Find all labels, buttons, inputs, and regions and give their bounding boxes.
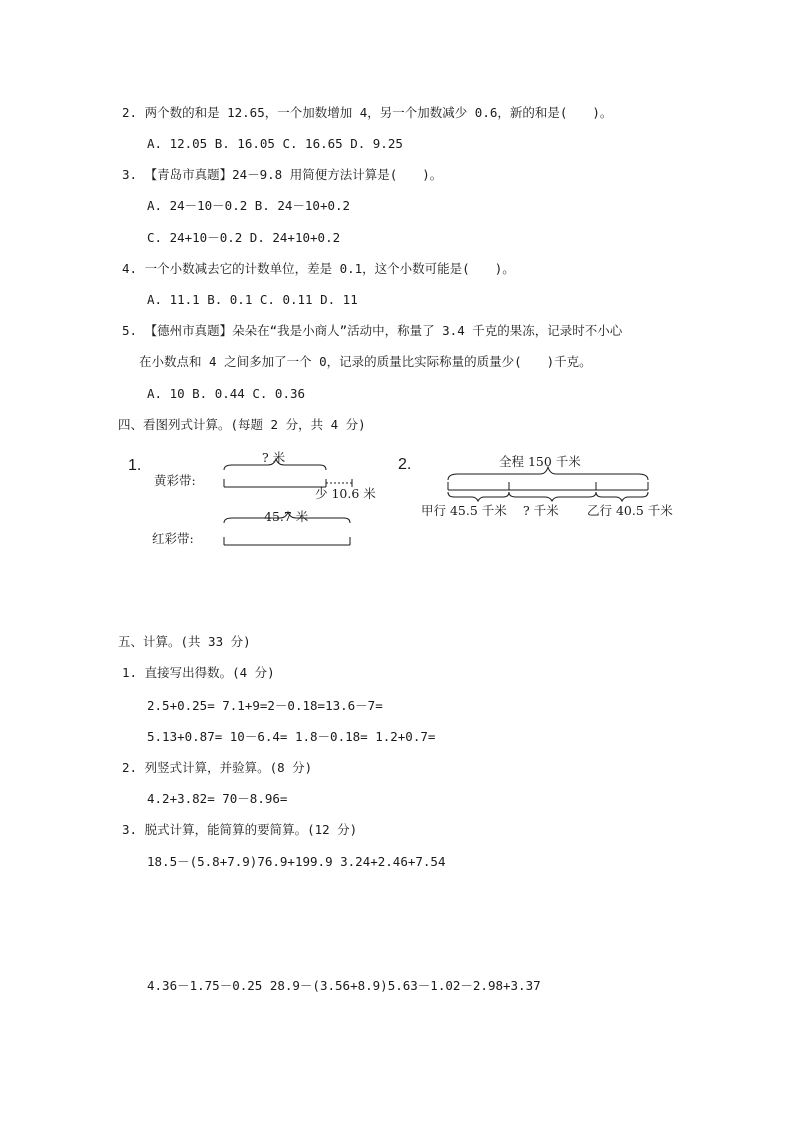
q3-options-2: C. 24+10－0.2 D. 24+10+0.2 (147, 230, 341, 245)
jia-label: 甲行 45.5 千米 (421, 503, 507, 518)
p3-row-2: 4.36－1.75－0.25 28.9－(3.56+8.9)5.63－1.02－2.98+3.37 (147, 978, 541, 993)
q5-options: A. 10 B. 0.44 C. 0.36 (147, 386, 306, 401)
p1-row-1: 2.5+0.25= 7.1+9=2－0.18=13.6－7= (147, 698, 383, 713)
jia-brace (448, 492, 509, 501)
p3-row-1: 18.5－(5.8+7.9)76.9+199.9 3.24+2.46+7.54 (147, 854, 446, 869)
yi-brace (596, 492, 648, 501)
fig2-diagram (448, 467, 648, 501)
fig1-number: 1. (128, 457, 142, 474)
q2-options: A. 12.05 B. 16.05 C. 16.65 D. 9.25 (147, 136, 403, 151)
less-label: 少 10.6 米 (315, 486, 376, 501)
yellow-ribbon-label: 黄彩带: (154, 473, 196, 488)
yi-label: 乙行 40.5 千米 (587, 503, 673, 518)
section5-title: 五、计算。(共 33 分) (118, 634, 251, 649)
red-value-label: 45.7 米 (264, 509, 309, 524)
section4-title: 四、看图列式计算。(每题 2 分，共 4 分) (118, 417, 366, 432)
p1-row-2: 5.13+0.87= 10－6.4= 1.8－0.18= 1.2+0.7= (147, 729, 436, 744)
p2-row: 4.2+3.82= 70－8.96= (147, 791, 288, 806)
fig1-diagram (224, 459, 352, 545)
total-label: 全程 150 千米 (499, 454, 581, 469)
q4-options: A. 11.1 B. 0.1 C. 0.11 D. 11 (147, 292, 358, 307)
p3-title: 3. 脱式计算，能简算的要简算。(12 分) (122, 822, 358, 837)
q3-stem: 3. 【青岛市真题】24－9.8 用简便方法计算是( )。 (122, 167, 443, 182)
p2-title: 2. 列竖式计算，并验算。(8 分) (122, 760, 313, 775)
q5-stem-1: 5. 【德州市真题】朵朵在“我是小商人”活动中，称量了 3.4 千克的果冻，记录时不小心 (122, 323, 623, 338)
yellow-question-label: ? 米 (262, 450, 286, 465)
fig2-number: 2. (398, 456, 412, 473)
q3-options-1: A. 24－10－0.2 B. 24－10+0.2 (147, 198, 351, 213)
q5-stem-2: 在小数点和 4 之间多加了一个 0，记录的质量比实际称量的质量少( )千克。 (139, 354, 592, 369)
mid-brace (509, 492, 596, 501)
q4-stem: 4. 一个小数减去它的计数单位，差是 0.1，这个小数可能是( )。 (122, 261, 515, 276)
red-ribbon-label: 红彩带: (152, 531, 194, 546)
q2-stem: 2. 两个数的和是 12.65，一个加数增加 4，另一个加数减少 0.6，新的和是( )。 (122, 105, 613, 120)
p1-title: 1. 直接写出得数。(4 分) (122, 665, 275, 680)
mid-label: ? 千米 (523, 503, 559, 518)
